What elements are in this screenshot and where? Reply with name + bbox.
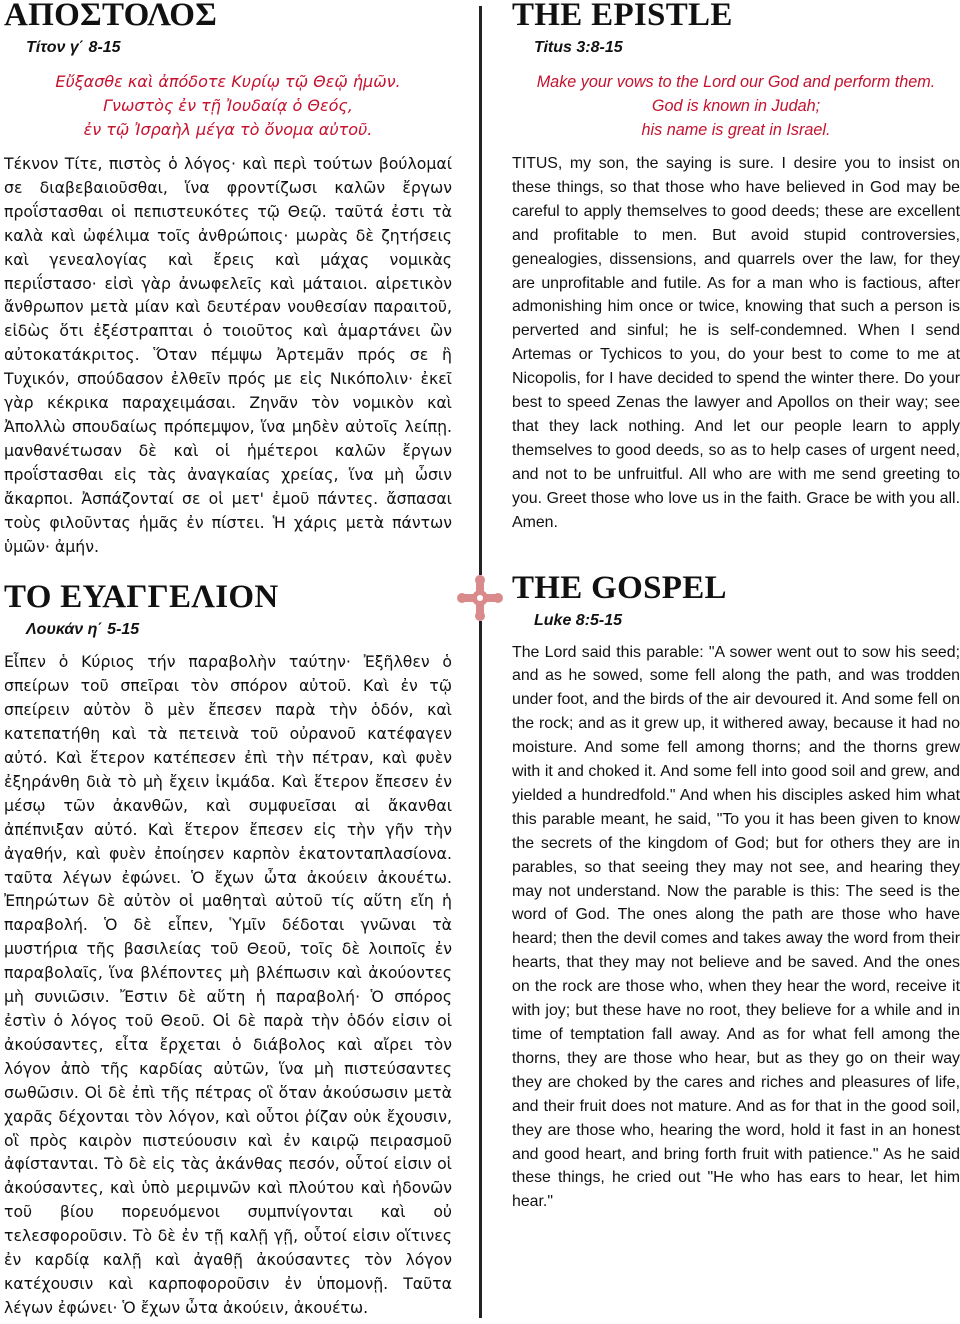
prokeimenon-line: Make your vows to the Lord our God and perform them.	[536, 73, 936, 91]
english-epistle-section	[512, 0, 960, 535]
prokeimenon-line: ἐν τῷ Ἰσραὴλ μέγα τὸ ὄνομα αὐτοῦ.	[83, 120, 373, 139]
prokeimenon-line: his name is great in Israel.	[641, 121, 831, 139]
prokeimenon-line: Γνωστὸς ἐν τῇ Ἰουδαίᾳ ὁ Θεός,	[103, 96, 353, 115]
greek-gospel-section	[4, 580, 452, 1319]
english-gospel-title: THE GOSPEL	[512, 569, 727, 606]
english-gospel-reference: Luke 8:5-15	[534, 611, 623, 629]
prokeimenon-line: God is known in Judah;	[651, 97, 821, 115]
english-epistle-title: THE EPISTLE	[512, 0, 733, 33]
column-divider	[479, 6, 482, 1318]
greek-epistle-reference: Τίτον γ΄ 8-15	[26, 39, 121, 56]
orthodox-cross-icon	[457, 575, 503, 621]
english-epistle-text: TITUS, my son, the saying is sure. I desire you to insist on these things, so that those who have believed in God may be careful to apply themselves to good deeds; these are excellent and profitable to men. But avoid stupid controversies, genealogies, dissensions, and quarrels over the law, for they are unprofitable and futile. As for a man who is factious, after admonishing him once or twice, knowing that such a person is perverted and sinful; he is self-condemned. When I send Artemas or Tychicos to you, do your best to come to me at Nicopolis, for I have decided to spend the winter there. Do your best to speed Zenas the lawyer and Apollos on their way; see that they lack nothing. And let our people learn to apply themselves to good deeds, so as to help cases of urgent need, and not to be unfruitful. All who are with me send greeting to you. Greet those who love us in the faith. Grace be with you all. Amen.	[512, 155, 960, 531]
english-prokeimenon	[512, 70, 960, 142]
greek-column	[4, 0, 452, 1320]
greek-epistle-section	[4, 0, 452, 558]
greek-gospel-title: ΤΟ ΕΥΑΓΓΕΛΙΟΝ	[4, 579, 279, 616]
greek-gospel-reference: Λουκάν η΄ 5-15	[26, 621, 140, 639]
english-gospel-text: The Lord said this parable: "A sower went out to sow his seed; and as he sowed, some fell along the path, and was trodden under foot, and the birds of the air devoured it. And some fell on the rock; and as it grew up, it withered away, because it had no moisture. And some fell among thorns; and the thorns grew with it and choked it. And some fell into good soil and grew, and yielded a hundredfold." And when his disciples asked him what this parable meant, he said, "To you it has been given to know the secrets of the kingdom of God; but for others they are in parables, so that seeing they may not see, and hearing they may not understand. Now the parable is this: The seed is the word of God. The ones along the path are those who have heard; then the devil comes and takes away the word from their hearts, that they may not believe and be saved. And the ones on the rock are those who, when they hear the word, receive it with joy; but these have no root, they believe for a while and in time of temptation fall away. And as for what fell among the thorns, they are those who hear, but as they go on their way they are choked by the cares and riches and pleasures of life, and their fruit does not mature. And as for that in the good soil, they are those who, hearing the word, hold it fast in an honest and good heart, and bring forth fruit with patience." As he said these things, he cried out "He who has ears to hear, let him hear."	[512, 643, 960, 1211]
greek-prokeimenon	[4, 70, 452, 142]
greek-gospel-text: Εἶπεν ὁ Κύριος τήν παραβολὴν ταύτην· Ἐξῆλθεν ὁ σπείρων τοῦ σπεῖραι τὸν σπόρον αὐτοῦ. Καὶ ἐν τῷ σπείρειν αὐτὸν ὃ μὲν ἔπεσεν παρὰ τὴν ὁδόν, καὶ κατεπατήθη καὶ τὰ πετεινὰ τοῦ οὐρανοῦ κατέφαγεν αὐτό. Καὶ ἕτερον κατέπεσεν ἐπὶ τὴν πέτραν, καὶ φυὲν ἐξηράνθη διὰ τὸ μὴ ἔχειν ἰκμάδα. Καὶ ἕτερον ἔπεσεν ἐν μέσῳ τῶν ἀκανθῶν, καὶ συμφυεῖσαι αἱ ἄκανθαι ἀπέπνιξαν αὐτό. Καὶ ἕτερον ἔπεσεν εἰς τὴν γῆν τὴν ἀγαθήν, καὶ φυὲν ἐποίησεν καρπὸν ἑκατονταπλασίονα. ταῦτα λέγων ἐφώνει. Ὁ ἔχων ὦτα ἀκούειν ἀκουέτω. Ἐπηρώτων δὲ αὐτὸν οἱ μαθηταὶ αὐτοῦ τίς αὕτη εἴη ἡ παραβολή. Ὁ δὲ εἶπεν, Ὑμῖν δέδοται γνῶναι τὰ μυστήρια τῆς βασιλείας τοῦ Θεοῦ, τοῖς δὲ λοιποῖς ἐν παραβολαῖς, ἵνα βλέποντες μὴ βλέπωσιν καὶ ἀκούοντες μὴ συνιῶσιν. Ἔστιν δὲ αὕτη ἡ παραβολή· Ὁ σπόρος ἐστὶν ὁ λόγος τοῦ Θεοῦ. Οἱ δὲ παρὰ τὴν ὁδόν εἰσιν οἱ ἀκούσαντες, εἶτα ἔρχεται ὁ διάβολος καὶ αἴρει τὸν λόγον ἀπὸ τῆς καρδίας αὐτῶν, ἵνα μὴ πιστεύσαντες σωθῶσιν. Οἱ δὲ ἐπὶ τῆς πέτρας οἳ ὅταν ἀκούσωσιν μετὰ χαρᾶς δέχονται τὸν λόγον, καὶ οὗτοι ῥίζαν οὐκ ἔχουσιν, οἳ πρὸς καιρὸν πιστεύουσιν καὶ ἐν καιρῷ πειρασμοῦ ἀφίστανται. Τὸ δὲ εἰς τὰς ἀκάνθας πεσόν, οὗτοί εἰσιν οἱ ἀκούσαντες, καὶ ὑπὸ μεριμνῶν καὶ πλούτου καὶ ἡδονῶν τοῦ βίου πορευόμενοι συμπνίγονται καὶ οὐ τελεσφοροῦσιν. Τὸ δὲ ἐν τῇ καλῇ γῇ, οὗτοί εἰσιν οἵτινες ἐν καρδίᾳ καλῇ καὶ ἀγαθῇ ἀκούσαντες τὸν λόγον κατέχουσιν καὶ καρποφοροῦσιν ἐν ὑπομονῇ. Ταῦτα λέγων ἐφώνει· Ὁ ἔχων ὦτα ἀκούειν, ἀκουέτω.	[4, 652, 452, 1317]
prokeimenon-line: Εὔξασθε καὶ ἀπόδοτε Κυρίῳ τῷ Θεῷ ἡμῶν.	[55, 72, 401, 91]
greek-epistle-title: ΑΠΟΣΤΟΛΟΣ	[4, 0, 218, 33]
english-column	[512, 0, 960, 1214]
english-gospel-section	[512, 571, 960, 1215]
greek-epistle-text: Τέκνον Τίτε, πιστὸς ὁ λόγος· καὶ περὶ τούτων βούλομαί σε διαβεβαιοῦσθαι, ἵνα φροντίζωσι καλῶν ἔργων προΐστασθαι οἱ πεπιστευκότες τῷ Θεῷ. ταῦτά ἐστι τὰ καλὰ καὶ ὠφέλιμα τοῖς ἀνθρώποις· μωρὰς δὲ ζητήσεις καὶ γενεαλογίας καὶ ἔρεις καὶ μάχας νομικὰς περιΐστασο· εἰσὶ γὰρ ἀνωφελεῖς καὶ μάταιοι. αἱρετικὸν ἄνθρωπον μετὰ μίαν καὶ δευτέραν νουθεσίαν παραιτοῦ, εἰδὼς ὅτι ἐξέστραπται ὁ τοιοῦτος καὶ ἁμαρτάνει ὢν αὐτοκατάκριτος. Ὅταν πέμψω Ἀρτεμᾶν πρός σε ἢ Τυχικόν, σπούδασον ἐλθεῖν πρός με εἰς Νικόπολιν· ἐκεῖ γὰρ κέκρικα παραχειμάσαι. Ζηνᾶν τὸν νομικὸν καὶ Ἀπολλὼ σπουδαίως πρόπεμψον, ἵνα μηδὲν αὐτοῖς λείπῃ. μανθανέτωσαν δὲ καὶ οἱ ἡμέτεροι καλῶν ἔργων προΐστασθαι εἰς τὰς ἀναγκαίας χρείας, ἵνα μὴ ὦσιν ἄκαρποι. Ἀσπάζονταί σε οἱ μετ' ἐμοῦ πάντες. ἄσπασαι τοὺς φιλοῦντας ἡμᾶς ἐν πίστει. Ἡ χάρις μετὰ πάντων ὑμῶν· ἀμήν.	[4, 154, 452, 556]
english-epistle-reference: Titus 3:8-15	[534, 39, 623, 56]
